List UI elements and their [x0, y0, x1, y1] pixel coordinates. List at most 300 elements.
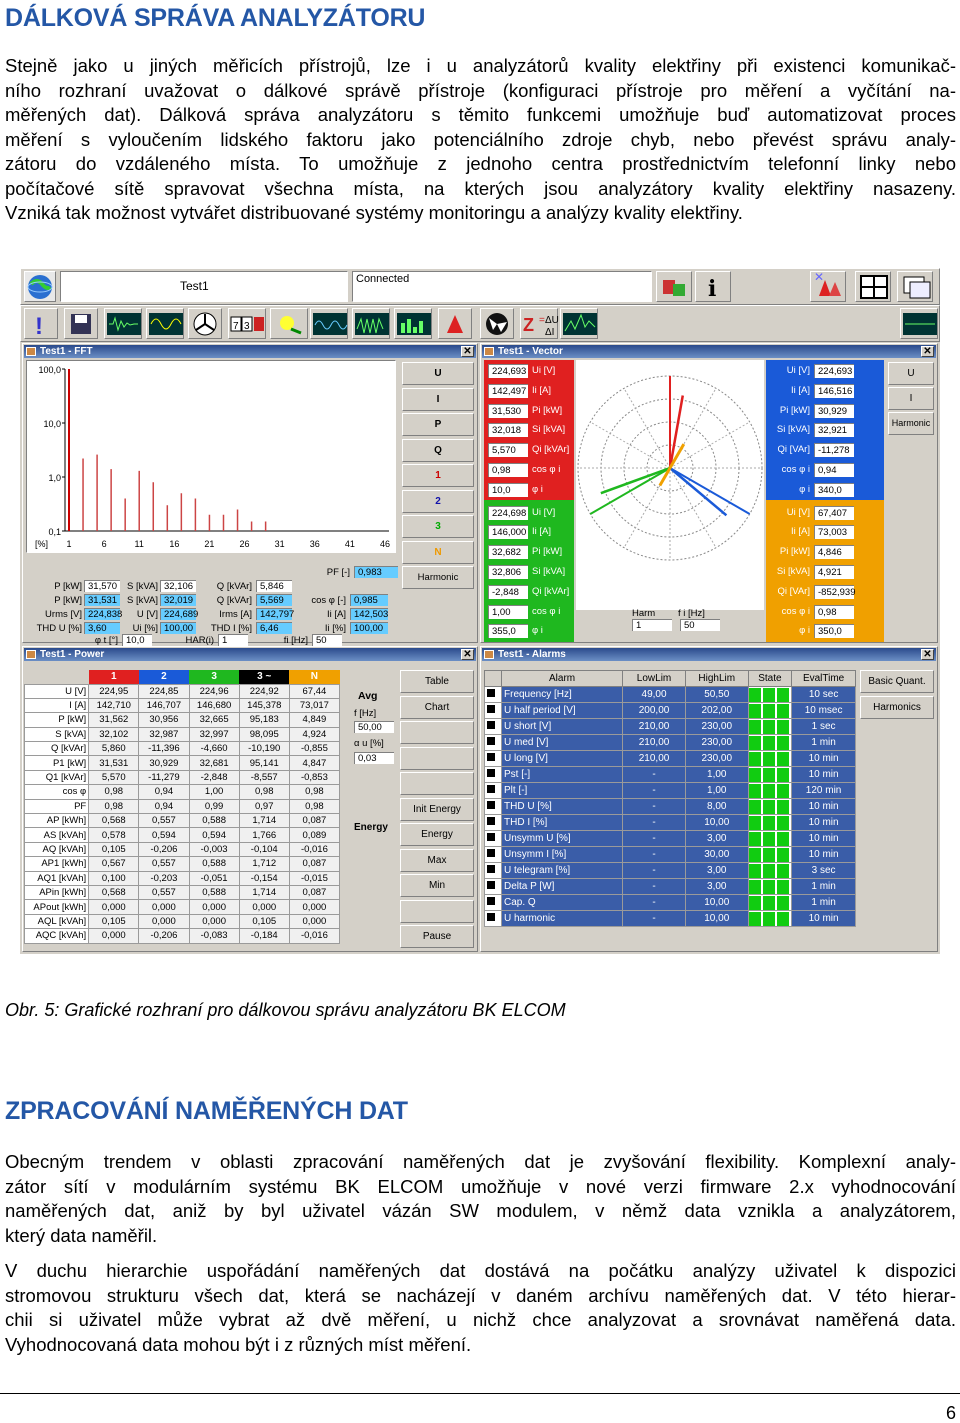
cell-value: 0,557	[139, 857, 189, 871]
cell-value: 4,847	[289, 756, 339, 770]
alarm-limit: -	[623, 831, 686, 847]
row-label: cos φ	[25, 785, 89, 799]
cell-value: 0,000	[139, 900, 189, 914]
cell-value: 67,44	[289, 684, 339, 698]
layout-grid-icon[interactable]	[855, 271, 891, 302]
vector-label: Ui [V]	[532, 506, 556, 518]
alarm-state	[748, 751, 792, 767]
phasor-grid-ray	[670, 468, 716, 548]
fft-field-value: 100,00	[350, 622, 388, 634]
warning-icon[interactable]	[24, 308, 58, 339]
intro-line: počítačové sítě spravovat všechna místa, na kterých jsou analyzátory kvality elektřiny nasazeny.	[5, 177, 956, 199]
alarm-name: Pst [-]	[502, 767, 623, 783]
vector-value: 0,98	[814, 605, 854, 619]
vector-label: Ui [V]	[532, 365, 556, 376]
window-app-icon	[484, 650, 494, 659]
fft-button-p[interactable]: P	[402, 413, 474, 436]
cell-value: 32,102	[89, 727, 139, 741]
alarm-row[interactable]	[485, 687, 856, 703]
alarm-name: U half period [V]	[502, 703, 623, 719]
cell-value: 0,000	[239, 900, 289, 914]
cell-value: 0,98	[89, 785, 139, 799]
power-col-header: N	[289, 670, 339, 684]
vector-button-u[interactable]: U	[888, 362, 934, 385]
fft-field-label: fi [Hz]	[283, 635, 308, 646]
row-label: AQC [kVAh]	[25, 929, 89, 943]
cell-value: -0,104	[239, 842, 289, 856]
counter-icon[interactable]	[228, 308, 266, 339]
power-button-blank[interactable]	[400, 772, 474, 795]
vector-value: 1,00	[488, 605, 528, 619]
cell-value: -4,660	[189, 742, 239, 756]
processing-line: který data naměřil.	[5, 1224, 158, 1246]
cell-value: 0,94	[139, 785, 189, 799]
alarm-limit: -	[623, 895, 686, 911]
alarm-evaltime: 10 min	[792, 751, 856, 767]
y-tick-label: 100,0	[38, 365, 61, 375]
alarm-limit: -	[623, 767, 686, 783]
fft-field-value: 31,570	[84, 580, 120, 592]
intro-line: zátoru do vzdáleného místa. To umožňuje z jednoho centra prostřednictvím telefonní linky nebo	[5, 153, 956, 174]
svg-text:7: 7	[233, 321, 239, 332]
phasor-grid-ray	[590, 422, 670, 468]
alarm-limit: 210,00	[623, 735, 686, 751]
svg-text:3: 3	[244, 321, 250, 332]
alarm-name: U harmonic	[502, 911, 623, 927]
alarm-row[interactable]	[485, 831, 856, 847]
alarm-limit: 1,00	[685, 783, 748, 799]
cell-value: 0,000	[189, 914, 239, 928]
x-tick-label: 11	[134, 539, 144, 549]
checkbox-icon[interactable]	[487, 817, 495, 825]
checkbox-icon[interactable]	[487, 721, 495, 729]
alarm-name: Unsymm I [%]	[502, 847, 623, 863]
power-col-header	[25, 670, 89, 684]
alarm-evaltime: 10 min	[792, 847, 856, 863]
vector-label: Qi [kVAr]	[532, 585, 570, 597]
power-title: Test1 - Power	[40, 649, 105, 660]
cell-value: 1,712	[239, 857, 289, 871]
alarm-row[interactable]	[485, 719, 856, 735]
alarm-state	[748, 863, 792, 879]
fft-field-label: Ii [A]	[326, 609, 346, 620]
vector-value: -2,848	[488, 585, 528, 599]
cell-value: 32,997	[189, 727, 239, 741]
row-label: AQ1 [kVAh]	[25, 871, 89, 885]
f-value: 50,00	[354, 721, 394, 733]
alarms-button-harmonics[interactable]: Harmonics	[860, 696, 934, 719]
figure-caption: Obr. 5: Grafické rozhraní pro dálkovou správu analyzátoru BK ELCOM	[5, 1000, 566, 1020]
fft-field-value: 0,983	[354, 566, 398, 578]
checkbox-icon[interactable]	[487, 881, 495, 889]
power-col-header: 3	[189, 670, 239, 684]
processing-line: naměřených dat, aniž by byl uživatel vázán SW modulem, v němž data vznikla a analyzátorem,	[5, 1200, 956, 1221]
alarm-name: Plt [-]	[502, 783, 623, 799]
table-row	[25, 871, 340, 885]
vector-value: 350,0	[814, 624, 854, 638]
cell-value: 0,557	[139, 814, 189, 828]
intro-paragraph	[5, 54, 956, 226]
globe-icon[interactable]	[24, 271, 56, 302]
alarm-limit: 49,00	[623, 687, 686, 703]
power-col-header: 2	[139, 670, 189, 684]
cell-value: 146,680	[189, 698, 239, 712]
alarm-row[interactable]	[485, 799, 856, 815]
phasor-icon[interactable]	[188, 308, 222, 339]
power-button-max[interactable]: Max	[400, 849, 474, 872]
fft-field-label: Urms [V]	[45, 609, 82, 620]
checkbox-icon[interactable]	[487, 737, 495, 745]
power-button-pause[interactable]: Pause	[400, 925, 474, 948]
power-button-energy[interactable]: Energy	[400, 823, 474, 846]
checkbox-icon[interactable]	[487, 897, 495, 905]
vector-label: Ii [A]	[532, 526, 552, 538]
alarm-name: THD I [%]	[502, 815, 623, 831]
cell-value: 0,588	[189, 814, 239, 828]
cell-value: 0,105	[239, 914, 289, 928]
power-button-chart[interactable]: Chart	[400, 696, 474, 719]
cell-value: -0,206	[139, 842, 189, 856]
vector-label: Ii [A]	[790, 526, 810, 538]
close-button[interactable]: ✕	[461, 649, 474, 660]
alarm-row[interactable]	[485, 751, 856, 767]
table-row	[25, 929, 340, 943]
cell-value: 142,710	[89, 698, 139, 712]
cell-value: 0,98	[89, 799, 139, 813]
alarm-name: Frequency [Hz]	[502, 687, 623, 703]
spectrum-icon[interactable]	[560, 308, 598, 339]
vector-label: φ i	[799, 625, 810, 637]
alarm-name: Delta P [W]	[502, 879, 623, 895]
harm-value[interactable]: 1	[632, 619, 672, 631]
vector-value: 32,921	[814, 423, 854, 437]
vector-value: 224,693	[488, 364, 528, 378]
checkbox-icon[interactable]	[487, 801, 495, 809]
fft-field-label: PF [-]	[326, 567, 350, 578]
alarm-limit: 210,00	[623, 719, 686, 735]
connection-status: Connected	[356, 273, 410, 285]
cell-value: 224,95	[89, 684, 139, 698]
fan-icon[interactable]	[480, 308, 514, 339]
cell-value: 224,92	[239, 684, 289, 698]
f-label: f [Hz]	[354, 708, 377, 719]
alarm-limit: -	[623, 879, 686, 895]
vector-value: 31,530	[488, 404, 528, 418]
row-label: P [kW]	[25, 713, 89, 727]
cell-value: 0,105	[89, 914, 139, 928]
alarm-row[interactable]	[485, 895, 856, 911]
x-tick-label: 36	[309, 539, 320, 549]
svg-text:=: =	[539, 315, 545, 326]
window-app-icon	[484, 347, 494, 356]
vector-label: Ii [A]	[532, 384, 552, 396]
table-row	[25, 814, 340, 828]
scope-icon[interactable]	[310, 308, 348, 339]
cell-value: 0,578	[89, 828, 139, 842]
cell-value: -0,154	[239, 871, 289, 885]
sine-icon[interactable]	[146, 308, 184, 339]
fft-button-q[interactable]: Q	[402, 439, 474, 462]
alarm-evaltime: 120 min	[792, 783, 856, 799]
fft-field-value: 32,019	[160, 594, 196, 606]
intro-line: Vzniká tak možnost vytvářet distribuované systémy monitoringu a analýzy kvality elektřiny.	[5, 202, 743, 223]
fft-field-value: 224,689	[160, 608, 196, 620]
lamp-icon[interactable]	[270, 308, 308, 339]
vector-label: Ii [A]	[790, 384, 810, 396]
alarm-evaltime: 3 sec	[792, 863, 856, 879]
alarm-evaltime: 10 min	[792, 831, 856, 847]
alarm-col-header: State	[748, 671, 792, 687]
alarm-row[interactable]	[485, 735, 856, 751]
vector-title: Test1 - Vector	[498, 346, 563, 357]
alarm-state	[748, 687, 792, 703]
alarm-name: U telegram [%]	[502, 863, 623, 879]
fi-value[interactable]: 50	[680, 619, 720, 631]
recorder-icon[interactable]	[900, 308, 938, 339]
table-row	[25, 770, 340, 784]
cell-value: 30,929	[139, 756, 189, 770]
harm-label: Harm	[632, 608, 656, 619]
alarm-name: U short [V]	[502, 719, 623, 735]
cell-value: 32,665	[189, 713, 239, 727]
phasor-vector	[670, 468, 726, 515]
alarm-limit: 3,00	[685, 831, 748, 847]
fft-field-label: S [kVA]	[127, 595, 158, 606]
row-label: PF	[25, 799, 89, 813]
alarm-limit: 230,00	[685, 735, 748, 751]
cell-value: 30,956	[139, 713, 189, 727]
power-button-blank[interactable]	[400, 721, 474, 744]
checkbox-icon[interactable]	[487, 833, 495, 841]
close-button[interactable]: ✕	[461, 346, 474, 357]
vector-value: 340,0	[814, 483, 854, 497]
table-row	[25, 914, 340, 928]
cell-value: 0,557	[139, 885, 189, 899]
alarm-limit: -	[623, 783, 686, 799]
fft-button-2[interactable]: 2	[402, 490, 474, 513]
checkbox-icon[interactable]	[487, 753, 495, 761]
fft-field-label: Q [kVAr]	[216, 595, 252, 606]
hierarchy-line: chii si uživatel může vybrat až dvě měření, u nichž chce analyzovat a srovnávat naměřená data.	[5, 1309, 956, 1330]
alarm-row[interactable]	[485, 879, 856, 895]
cell-value: 0,000	[139, 914, 189, 928]
info-icon[interactable]	[695, 271, 731, 302]
power-col-header: 3 ~	[239, 670, 289, 684]
alarm-name: Cap. Q	[502, 895, 623, 911]
alarm-limit: 3,00	[685, 879, 748, 895]
vector-label: Pi [kW]	[532, 404, 563, 416]
intro-line: měřených dat). Dálková správa analyzátoru s těmito funkcemi umožňuje buď automatizovat proces	[5, 104, 956, 125]
vector-value: 355,0	[488, 624, 528, 638]
alarm-col-header: EvalTime	[792, 671, 856, 687]
cell-value: 1,714	[239, 814, 289, 828]
checkbox-icon[interactable]	[487, 689, 495, 697]
close-button[interactable]: ✕	[921, 649, 934, 660]
vector-value: 4,921	[814, 565, 854, 579]
fft-button-3[interactable]: 3	[402, 515, 474, 538]
power-button-blank[interactable]	[400, 900, 474, 923]
fft-field-label: HAR(i)	[185, 635, 214, 646]
impedance-icon[interactable]	[520, 308, 558, 339]
fft-button-1[interactable]: 1	[402, 464, 474, 487]
fft-field-value: 32,106	[160, 580, 196, 592]
checkbox-icon[interactable]	[487, 785, 495, 793]
alarm-limit: 202,00	[685, 703, 748, 719]
cell-value: 0,98	[289, 785, 339, 799]
fft-button-harmonic[interactable]: Harmonic	[402, 566, 474, 589]
bar-chart-icon[interactable]	[394, 308, 432, 339]
vector-value: 142,497	[488, 384, 528, 398]
alarm-limit: -	[623, 847, 686, 863]
alarm-row[interactable]	[485, 767, 856, 783]
alarm-state	[748, 735, 792, 751]
phasor-diagram	[576, 360, 764, 610]
alarm-state	[748, 895, 792, 911]
flicker-icon[interactable]	[352, 308, 390, 339]
alarm-state	[748, 847, 792, 863]
alarm-evaltime: 10 msec	[792, 703, 856, 719]
checkbox-icon[interactable]	[487, 865, 495, 873]
x-tick-label: 46	[379, 539, 391, 549]
alarm-evaltime: 10 min	[792, 767, 856, 783]
fft-button-n[interactable]: N	[402, 541, 474, 564]
vector-value: 224,693	[814, 364, 854, 378]
table-row	[25, 727, 340, 741]
vector-value: 4,846	[814, 545, 854, 559]
fft-field-value: 5,846	[256, 580, 292, 592]
vector-value: -852,939	[814, 585, 854, 599]
processing-line: Obecným trendem v oblasti zpracování naměřených dat je zvyšování flexibility. Komplexní analy-	[5, 1151, 956, 1172]
cell-value: 0,567	[89, 857, 139, 871]
vector-label: Si [kVA]	[776, 566, 810, 577]
cell-value: 0,588	[189, 885, 239, 899]
fft-field-label: Ui [%]	[132, 623, 158, 634]
cell-value: 0,97	[239, 799, 289, 813]
row-label: AP1 [kWh]	[25, 857, 89, 871]
alarm-icon[interactable]	[438, 308, 472, 339]
power-button-init-energy[interactable]: Init Energy	[400, 798, 474, 821]
fft-field-label: U [V]	[136, 609, 158, 620]
fft-button-i[interactable]: I	[402, 388, 474, 411]
vector-value: 67,407	[814, 506, 854, 520]
close-button[interactable]: ✕	[921, 346, 934, 357]
vector-label: Ui [V]	[786, 506, 810, 518]
au-label: α u [%]	[354, 738, 384, 749]
vector-value: 30,929	[814, 404, 854, 418]
alarm-state	[748, 815, 792, 831]
save-icon[interactable]	[64, 308, 98, 339]
checkbox-icon[interactable]	[487, 705, 495, 713]
table-row	[25, 684, 340, 698]
window-app-icon	[26, 347, 36, 356]
intro-line: Stejně jako u jiných měřicích přístrojů, lze i u analyzátorů kvality elektřiny při existenci komunikač-	[5, 55, 956, 76]
vector-label: φ i	[799, 483, 810, 495]
vector-label: Si [kVA]	[532, 424, 566, 436]
y-tick-label: 10,0	[43, 419, 61, 429]
power-button-blank[interactable]	[400, 747, 474, 770]
checkbox-icon[interactable]	[487, 849, 495, 857]
alarm-limit: 3,00	[685, 863, 748, 879]
table-row	[25, 742, 340, 756]
cell-value: 0,594	[189, 828, 239, 842]
vector-label: Si [kVA]	[532, 566, 566, 577]
power-button-min[interactable]: Min	[400, 874, 474, 897]
alarm-row[interactable]	[485, 863, 856, 879]
vector-label: Ui [V]	[786, 365, 810, 376]
cell-value: 145,378	[239, 698, 289, 712]
alarms-button-basic-quant-[interactable]: Basic Quant.	[860, 670, 934, 693]
phasor-vector	[590, 468, 670, 514]
x-tick-label: 41	[344, 539, 355, 549]
checkbox-icon[interactable]	[487, 769, 495, 777]
cell-value: 224,96	[189, 684, 239, 698]
connect-icon[interactable]	[656, 271, 692, 302]
cell-value: -2,848	[189, 770, 239, 784]
vector-titlebar	[482, 345, 936, 358]
fft-field-value: 0,985	[350, 594, 388, 606]
table-row	[25, 713, 340, 727]
table-row	[25, 842, 340, 856]
alarm-name: U med [V]	[502, 735, 623, 751]
table-row	[25, 785, 340, 799]
alarms-table	[484, 670, 856, 927]
alarm-limit: 200,00	[623, 703, 686, 719]
row-label: Q [kVAr]	[25, 742, 89, 756]
au-value: 0,03	[354, 752, 394, 764]
alarm-limit: -	[623, 863, 686, 879]
intro-line: ního rozhraní uvažovat o dálkové správě přístroje (konfiguraci přístroje pro měření a vyčítání na-	[5, 79, 956, 101]
cell-value: 4,849	[289, 713, 339, 727]
fft-field-value: 224,838	[84, 608, 120, 620]
cell-value: 0,568	[89, 814, 139, 828]
vector-value: 32,018	[488, 423, 528, 437]
window-app-icon	[26, 650, 36, 659]
fft-field-value: 142,797	[256, 608, 292, 620]
processing-paragraph	[5, 1150, 956, 1248]
window-icon[interactable]	[897, 271, 933, 302]
waveform-icon[interactable]	[104, 308, 142, 339]
row-label: Q1 [kVAr]	[25, 770, 89, 784]
alarm-row[interactable]	[485, 703, 856, 719]
power-button-table[interactable]: Table	[400, 670, 474, 693]
fft-field-value: 142,503	[350, 608, 388, 620]
cell-value: 0,000	[189, 900, 239, 914]
cell-value: 31,562	[89, 713, 139, 727]
alarm-col-header: HighLim	[685, 671, 748, 687]
vector-button-harmonic[interactable]: Harmonic	[888, 412, 934, 435]
alarm-row[interactable]	[485, 815, 856, 831]
fft-field-value: 1	[218, 634, 248, 646]
alarm-row[interactable]	[485, 847, 856, 863]
cell-value: 73,017	[289, 698, 339, 712]
vector-label: Qi [VAr]	[777, 444, 810, 456]
fft-field-value: 6,46	[256, 622, 292, 634]
vector-button-i[interactable]: I	[888, 387, 934, 410]
checkbox-icon[interactable]	[487, 913, 495, 921]
vector-value: 146,000	[488, 525, 528, 539]
alarm-row[interactable]	[485, 783, 856, 799]
alarm-row[interactable]	[485, 911, 856, 927]
hierarchy-line: stromovou strukturu všech dat, která se nacházejí v daném archívu naměřených dat. V této hierar-	[5, 1284, 956, 1306]
station-name: Test1	[180, 279, 209, 293]
cell-value: 1,766	[239, 828, 289, 842]
cell-value: 31,531	[89, 756, 139, 770]
fft-field-label: cos φ [-]	[311, 595, 346, 606]
alarm-evaltime: 10 min	[792, 911, 856, 927]
fft-button-u[interactable]: U	[402, 362, 474, 385]
svg-text:Z: Z	[523, 315, 534, 335]
cell-value: 0,105	[89, 842, 139, 856]
